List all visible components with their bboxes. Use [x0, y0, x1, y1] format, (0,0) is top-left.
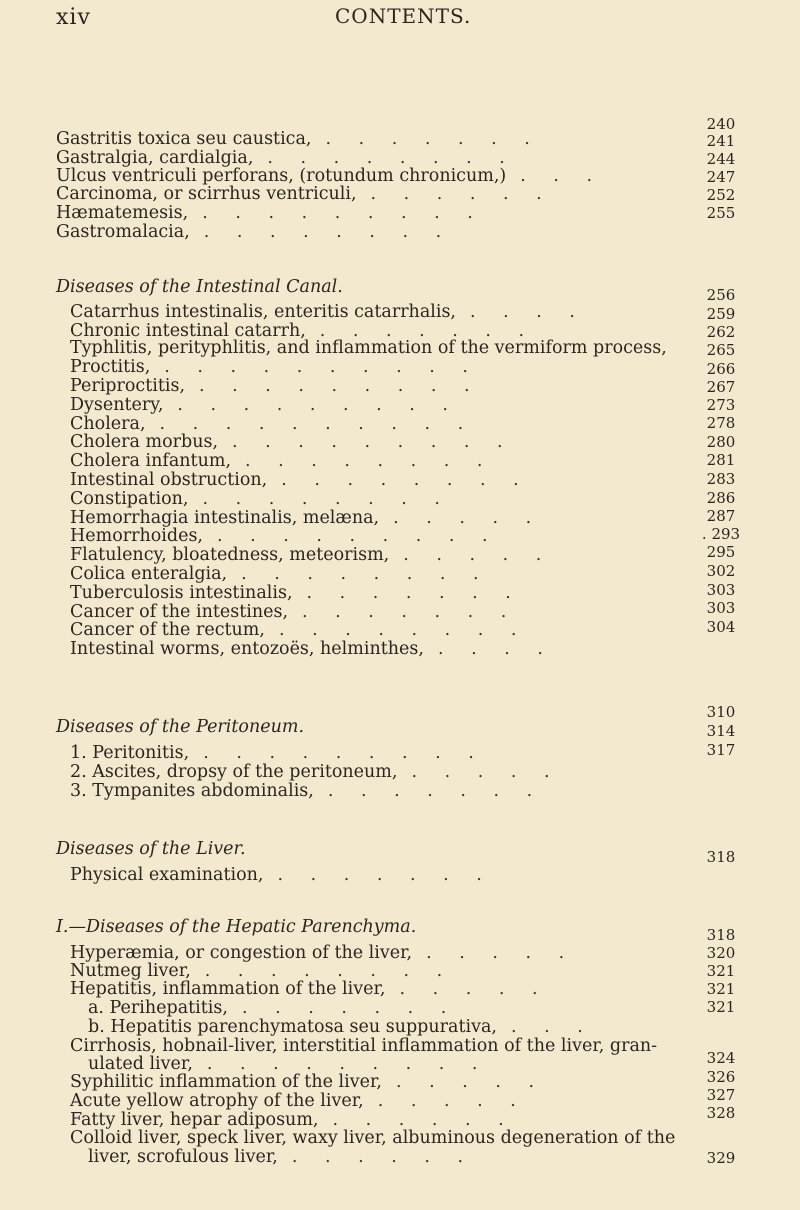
page-ref[interactable]: 255 [706, 204, 736, 222]
entry-title: Hemorrhagia intestinalis, melæna, [70, 508, 380, 528]
leader-dots: . . . . . . . . [241, 564, 490, 584]
entry-title: Cancer of the intestines, [70, 602, 289, 622]
page-ref[interactable]: 286 [706, 489, 736, 507]
entry-title: Acute yellow atrophy of the liver, [70, 1091, 364, 1111]
entry-title: 3. Tympanites abdominalis, [70, 781, 314, 801]
entry-title: ulated liver, [88, 1054, 193, 1074]
page-ref[interactable]: 303 [706, 581, 736, 599]
leader-dots: . . . . . . . [325, 129, 541, 149]
page-ref[interactable]: 247 [706, 168, 736, 186]
section-heading: I.—Diseases of the Hepatic Parenchyma. [56, 917, 417, 937]
entry-title: Flatulency, bloatedness, meteorism, [70, 545, 390, 565]
page-ref[interactable]: 321 [706, 980, 736, 998]
leader-dots: . . . . . [395, 1072, 546, 1092]
entry-title: b. Hepatitis parenchymatosa seu suppurativa, [88, 1017, 497, 1037]
leader-dots: . . . . . . [370, 184, 553, 204]
leader-dots: . . . . . . . [306, 583, 522, 603]
page-ref[interactable]: 320 [706, 944, 736, 962]
page-ref[interactable]: 310 [706, 703, 736, 721]
leader-dots: . . . . . . . [319, 321, 536, 341]
page-ref[interactable]: 328 [706, 1104, 736, 1122]
entry-title: Tuberculosis intestinalis, [70, 583, 293, 603]
page-ref[interactable]: 244 [706, 150, 736, 168]
page-ref[interactable]: 278 [706, 414, 736, 432]
page-ref[interactable]: 280 [706, 433, 736, 451]
leader-dots: . . . . . . . . . [177, 395, 459, 415]
entry-title: Gastritis toxica seu caustica, [56, 129, 312, 149]
entry-title: Cholera morbus, [70, 432, 219, 452]
entry-title: 2. Ascites, dropsy of the peritoneum, [70, 762, 398, 782]
entry-title: a. Perihepatitis, [88, 998, 228, 1018]
entry-title: Physical examination, [70, 865, 264, 885]
entry-title: Cholera, [70, 414, 146, 434]
page-ref[interactable]: 326 [706, 1068, 736, 1086]
entry-title: Dysentery, [70, 395, 164, 415]
page-ref[interactable]: 318 [706, 926, 736, 944]
entry-title: Gastromalacia, [56, 222, 190, 242]
page-ref[interactable]: 295 [706, 543, 736, 561]
page-ref[interactable]: 321 [706, 962, 736, 980]
leader-dots: . . . . . . [332, 1110, 515, 1130]
leader-dots: . . . . . [403, 545, 553, 565]
entry-title: Typhlitis, perityphlitis, and inflammation of the vermiform process, [70, 338, 667, 358]
leader-dots: . . . . . . . . [245, 451, 494, 471]
entry-title: Fatty liver, hepar adiposum, [70, 1110, 319, 1130]
toc-entry[interactable] [0, 780, 800, 804]
leader-dots: . . . . . . . [302, 602, 518, 622]
entry-title: 1. Peritonitis, [70, 743, 190, 763]
page-ref[interactable]: 302 [706, 562, 736, 580]
leader-dots: . . . . . . . . . [232, 432, 514, 452]
leader-dots: . . . . . . . . . [206, 1054, 489, 1074]
leader-dots: . . . . . . . . [202, 489, 451, 509]
toc-entry[interactable] [0, 221, 800, 245]
entry-title: Intestinal obstruction, [70, 470, 268, 490]
entry-title: Intestinal worms, entozoës, helminthes, [70, 639, 424, 659]
entry-title: Hæmatemesis, [56, 203, 189, 223]
page-ref[interactable]: 259 [706, 305, 736, 323]
page-number: xiv [56, 5, 91, 30]
leader-dots: . . . . . . . . [281, 470, 530, 490]
leader-dots: . . . . . [399, 979, 549, 999]
leader-dots: . . . . . [426, 943, 576, 963]
entry-title: Periproctitis, [70, 376, 186, 396]
leader-dots: . . . . . [377, 1091, 527, 1111]
leader-dots: . . . . . . . . [267, 148, 516, 168]
page-ref[interactable]: 317 [706, 741, 736, 759]
leader-dots: . . . . [437, 639, 554, 659]
entry-title: Nutmeg liver, [70, 961, 191, 981]
leader-dots: . . . [520, 166, 604, 186]
entry-title: Hemorrhoides, [70, 526, 203, 546]
leader-dots: . . . . . . . . . [199, 376, 481, 396]
page-ref[interactable]: 240 [706, 115, 736, 133]
entry-title: Chronic intestinal catarrh, [70, 321, 306, 341]
entry-title: Syphilitic inflammation of the liver, [70, 1072, 382, 1092]
page-ref[interactable]: 314 [706, 722, 736, 740]
leader-dots: . . . . . . . . [204, 961, 454, 981]
leader-dots: . . . . . . . . . . [159, 414, 475, 434]
page-title: CONTENTS. [335, 4, 472, 28]
page-ref[interactable]: 318 [706, 848, 736, 866]
leader-dots: . . . . . . . [327, 781, 544, 801]
entry-title: Cancer of the rectum, [70, 620, 265, 640]
entry-title: Proctitis, [70, 357, 151, 377]
leader-dots: . . . . . . . . [203, 222, 453, 242]
entry-title: Colica enteralgia, [70, 564, 228, 584]
entry-title: Gastralgia, cardialgia, [56, 148, 254, 168]
entry-title: Cirrhosis, hobnail-liver, interstitial inflammation of the liver, gran- [70, 1036, 658, 1056]
entry-title: Hyperæmia, or congestion of the liver, [70, 943, 413, 963]
leader-dots: . . . . . . . . . [202, 203, 484, 223]
leader-dots: . . . . . . . [277, 865, 493, 885]
toc-entry[interactable] [0, 864, 800, 888]
leader-dots: . . . [510, 1017, 594, 1037]
page-ref[interactable]: 265 [706, 341, 736, 359]
page-ref[interactable]: 303 [706, 599, 736, 617]
entry-title: Ulcus ventriculi perforans, (rotundum chronicum,) [56, 166, 507, 186]
page-ref[interactable]: 273 [706, 396, 736, 414]
page-ref[interactable]: 283 [706, 470, 736, 488]
page-ref[interactable]: 281 [706, 451, 736, 469]
section-heading: Diseases of the Intestinal Canal. [56, 277, 343, 297]
entry-title: Cholera infantum, [70, 451, 232, 471]
leader-dots: . . . . . . [291, 1147, 475, 1167]
page-ref[interactable]: 252 [706, 186, 736, 204]
leader-dots: . . . . . [393, 508, 543, 528]
page-ref[interactable]: 327 [706, 1086, 736, 1104]
page-ref[interactable]: 256 [706, 286, 736, 304]
section-heading: Diseases of the Peritoneum. [56, 717, 305, 737]
leader-dots: . . . . . . . . . [217, 526, 499, 546]
entry-title: Catarrhus intestinalis, enteritis catarrhalis, [70, 302, 456, 322]
page-ref[interactable]: 324 [706, 1049, 736, 1067]
entry-title: Hepatitis, inflammation of the liver, [70, 979, 386, 999]
page-ref[interactable]: 262 [706, 323, 736, 341]
page-ref[interactable]: 321 [706, 998, 736, 1016]
page-ref[interactable]: 241 [706, 132, 736, 150]
leader-dots: . . . . . . . . [278, 620, 528, 640]
page-ref[interactable]: 267 [706, 378, 736, 396]
entry-title: liver, scrofulous liver, [88, 1147, 278, 1167]
leader-dots: . . . . [470, 302, 586, 322]
section-heading: Diseases of the Liver. [56, 839, 246, 859]
leader-dots: . . . . . . . [241, 998, 458, 1018]
entry-title: Carcinoma, or scirrhus ventriculi, [56, 184, 357, 204]
entry-title: Colloid liver, speck liver, waxy liver, albuminous degeneration of the [70, 1128, 676, 1148]
page-ref[interactable]: . 293 [701, 525, 741, 543]
page-ref[interactable]: 287 [706, 507, 736, 525]
entry-title: Constipation, [70, 489, 189, 509]
page-ref[interactable]: 304 [706, 618, 736, 636]
page-ref[interactable]: 266 [706, 360, 736, 378]
page-ref[interactable]: 329 [706, 1149, 736, 1167]
toc-entry[interactable] [0, 1146, 800, 1170]
leader-dots: . . . . . . . . . [203, 743, 485, 763]
leader-dots: . . . . . . . . . . [164, 357, 479, 377]
toc-entry[interactable] [0, 638, 800, 662]
leader-dots: . . . . . [411, 762, 561, 782]
